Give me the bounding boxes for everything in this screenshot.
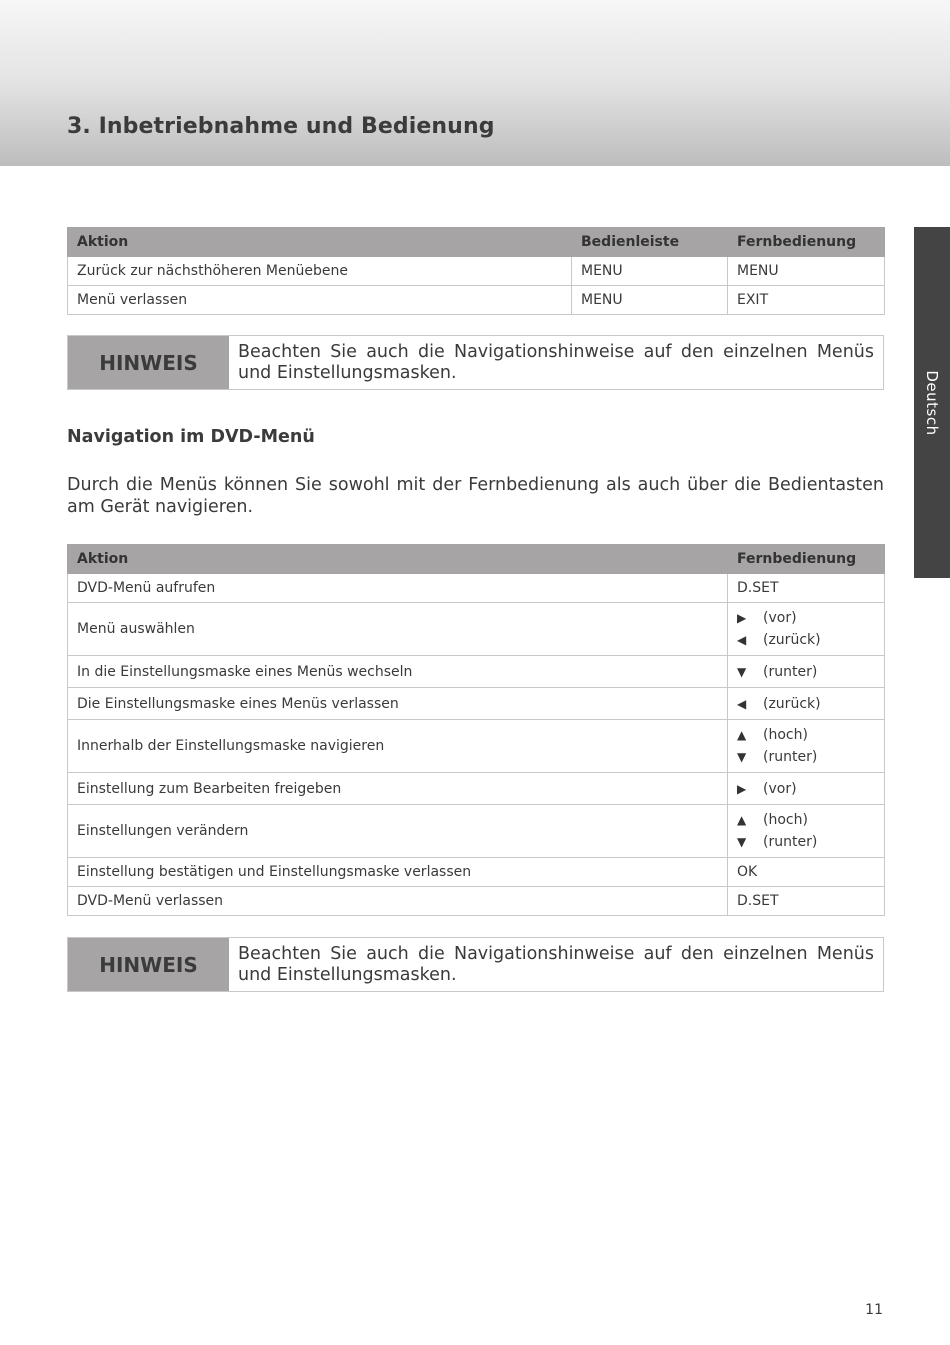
arrow-down-icon: ▼: [737, 664, 747, 679]
table-row: [68, 858, 885, 887]
action-cell: Einstellung bestätigen und Einstellungsmaske verlassen: [68, 858, 728, 887]
table-row: [68, 286, 885, 315]
panel-key-cell: MENU: [572, 286, 728, 315]
column-header-aktion: Aktion: [68, 228, 572, 257]
intro-paragraph: Durch die Menüs können Sie sowohl mit der Fernbedienung als auch über die Bedientasten am Gerät navigieren.: [67, 475, 884, 517]
table-row: [68, 688, 885, 720]
table-row: [68, 257, 885, 286]
key-label: (runter): [763, 663, 818, 680]
page-number: 11: [865, 1302, 883, 1318]
key-label: (runter): [763, 749, 818, 765]
action-cell: Zurück zur nächsthöheren Menüebene: [68, 257, 572, 286]
key-label: (hoch): [763, 727, 808, 743]
remote-key-cell: [728, 656, 885, 688]
action-cell: Innerhalb der Einstellungsmaske navigieren: [68, 720, 728, 773]
action-cell: In die Einstellungsmaske eines Menüs wechseln: [68, 656, 728, 688]
action-cell: Die Einstellungsmaske eines Menüs verlassen: [68, 688, 728, 720]
hint-box: [67, 335, 884, 390]
column-header-fernbedienung: Fernbedienung: [728, 545, 885, 574]
arrow-down-icon: ▼: [737, 750, 747, 764]
action-cell: Einstellungen verändern: [68, 805, 728, 858]
key-label: (zurück): [763, 695, 821, 712]
hint-label: HINWEIS: [68, 938, 229, 991]
table-header-row: [68, 228, 885, 257]
table-header-row: [68, 545, 885, 574]
column-header-bedienleiste: Bedienleiste: [572, 228, 728, 257]
language-side-tab: [914, 227, 950, 578]
remote-key-cell: [728, 773, 885, 805]
key-label: (vor): [763, 610, 797, 626]
hint-text: Beachten Sie auch die Navigationshinweise auf den einzelnen Menüs und Einstellungsmasken.: [238, 342, 874, 383]
dvd-menu-navigation-table: [67, 544, 885, 916]
remote-key-cell: D.SET: [728, 574, 885, 603]
section-heading: Navigation im DVD-Menü: [67, 427, 315, 447]
arrow-up-icon: ▲: [737, 728, 747, 742]
hint-text: Beachten Sie auch die Navigationshinweise auf den einzelnen Menüs und Einstellungsmasken.: [238, 944, 874, 985]
table-row: [68, 656, 885, 688]
table-row: [68, 805, 885, 858]
table-row: [68, 773, 885, 805]
language-tab-label: Deutsch: [923, 369, 941, 436]
arrow-left-icon: ◀: [737, 696, 747, 711]
header-band: [0, 0, 950, 166]
action-cell: Menü auswählen: [68, 603, 728, 656]
action-cell: DVD-Menü verlassen: [68, 887, 728, 916]
key-label: (zurück): [763, 632, 821, 648]
remote-key-cell: EXIT: [728, 286, 885, 315]
remote-key-cell: OK: [728, 858, 885, 887]
remote-key-cell: [728, 805, 885, 858]
arrow-right-icon: ▶: [737, 781, 747, 796]
page-title: 3. Inbetriebnahme und Bedienung: [67, 114, 495, 139]
table-row: [68, 574, 885, 603]
table-row: [68, 887, 885, 916]
action-cell: Menü verlassen: [68, 286, 572, 315]
hint-label: HINWEIS: [68, 336, 229, 389]
arrow-down-icon: ▼: [737, 835, 747, 849]
hint-box: [67, 937, 884, 992]
menu-control-table: [67, 227, 885, 315]
remote-key-cell: D.SET: [728, 887, 885, 916]
arrow-up-icon: ▲: [737, 813, 747, 827]
remote-key-cell: MENU: [728, 257, 885, 286]
table-row: [68, 603, 885, 656]
action-cell: DVD-Menü aufrufen: [68, 574, 728, 603]
remote-key-cell: [728, 720, 885, 773]
action-cell: Einstellung zum Bearbeiten freigeben: [68, 773, 728, 805]
key-label: (runter): [763, 834, 818, 850]
table-row: [68, 720, 885, 773]
column-header-aktion: Aktion: [68, 545, 728, 574]
column-header-fernbedienung: Fernbedienung: [728, 228, 885, 257]
arrow-right-icon: ▶: [737, 611, 747, 625]
remote-key-cell: [728, 603, 885, 656]
key-label: (vor): [763, 780, 797, 797]
key-label: (hoch): [763, 812, 808, 828]
arrow-left-icon: ◀: [737, 633, 747, 647]
remote-key-cell: [728, 688, 885, 720]
panel-key-cell: MENU: [572, 257, 728, 286]
